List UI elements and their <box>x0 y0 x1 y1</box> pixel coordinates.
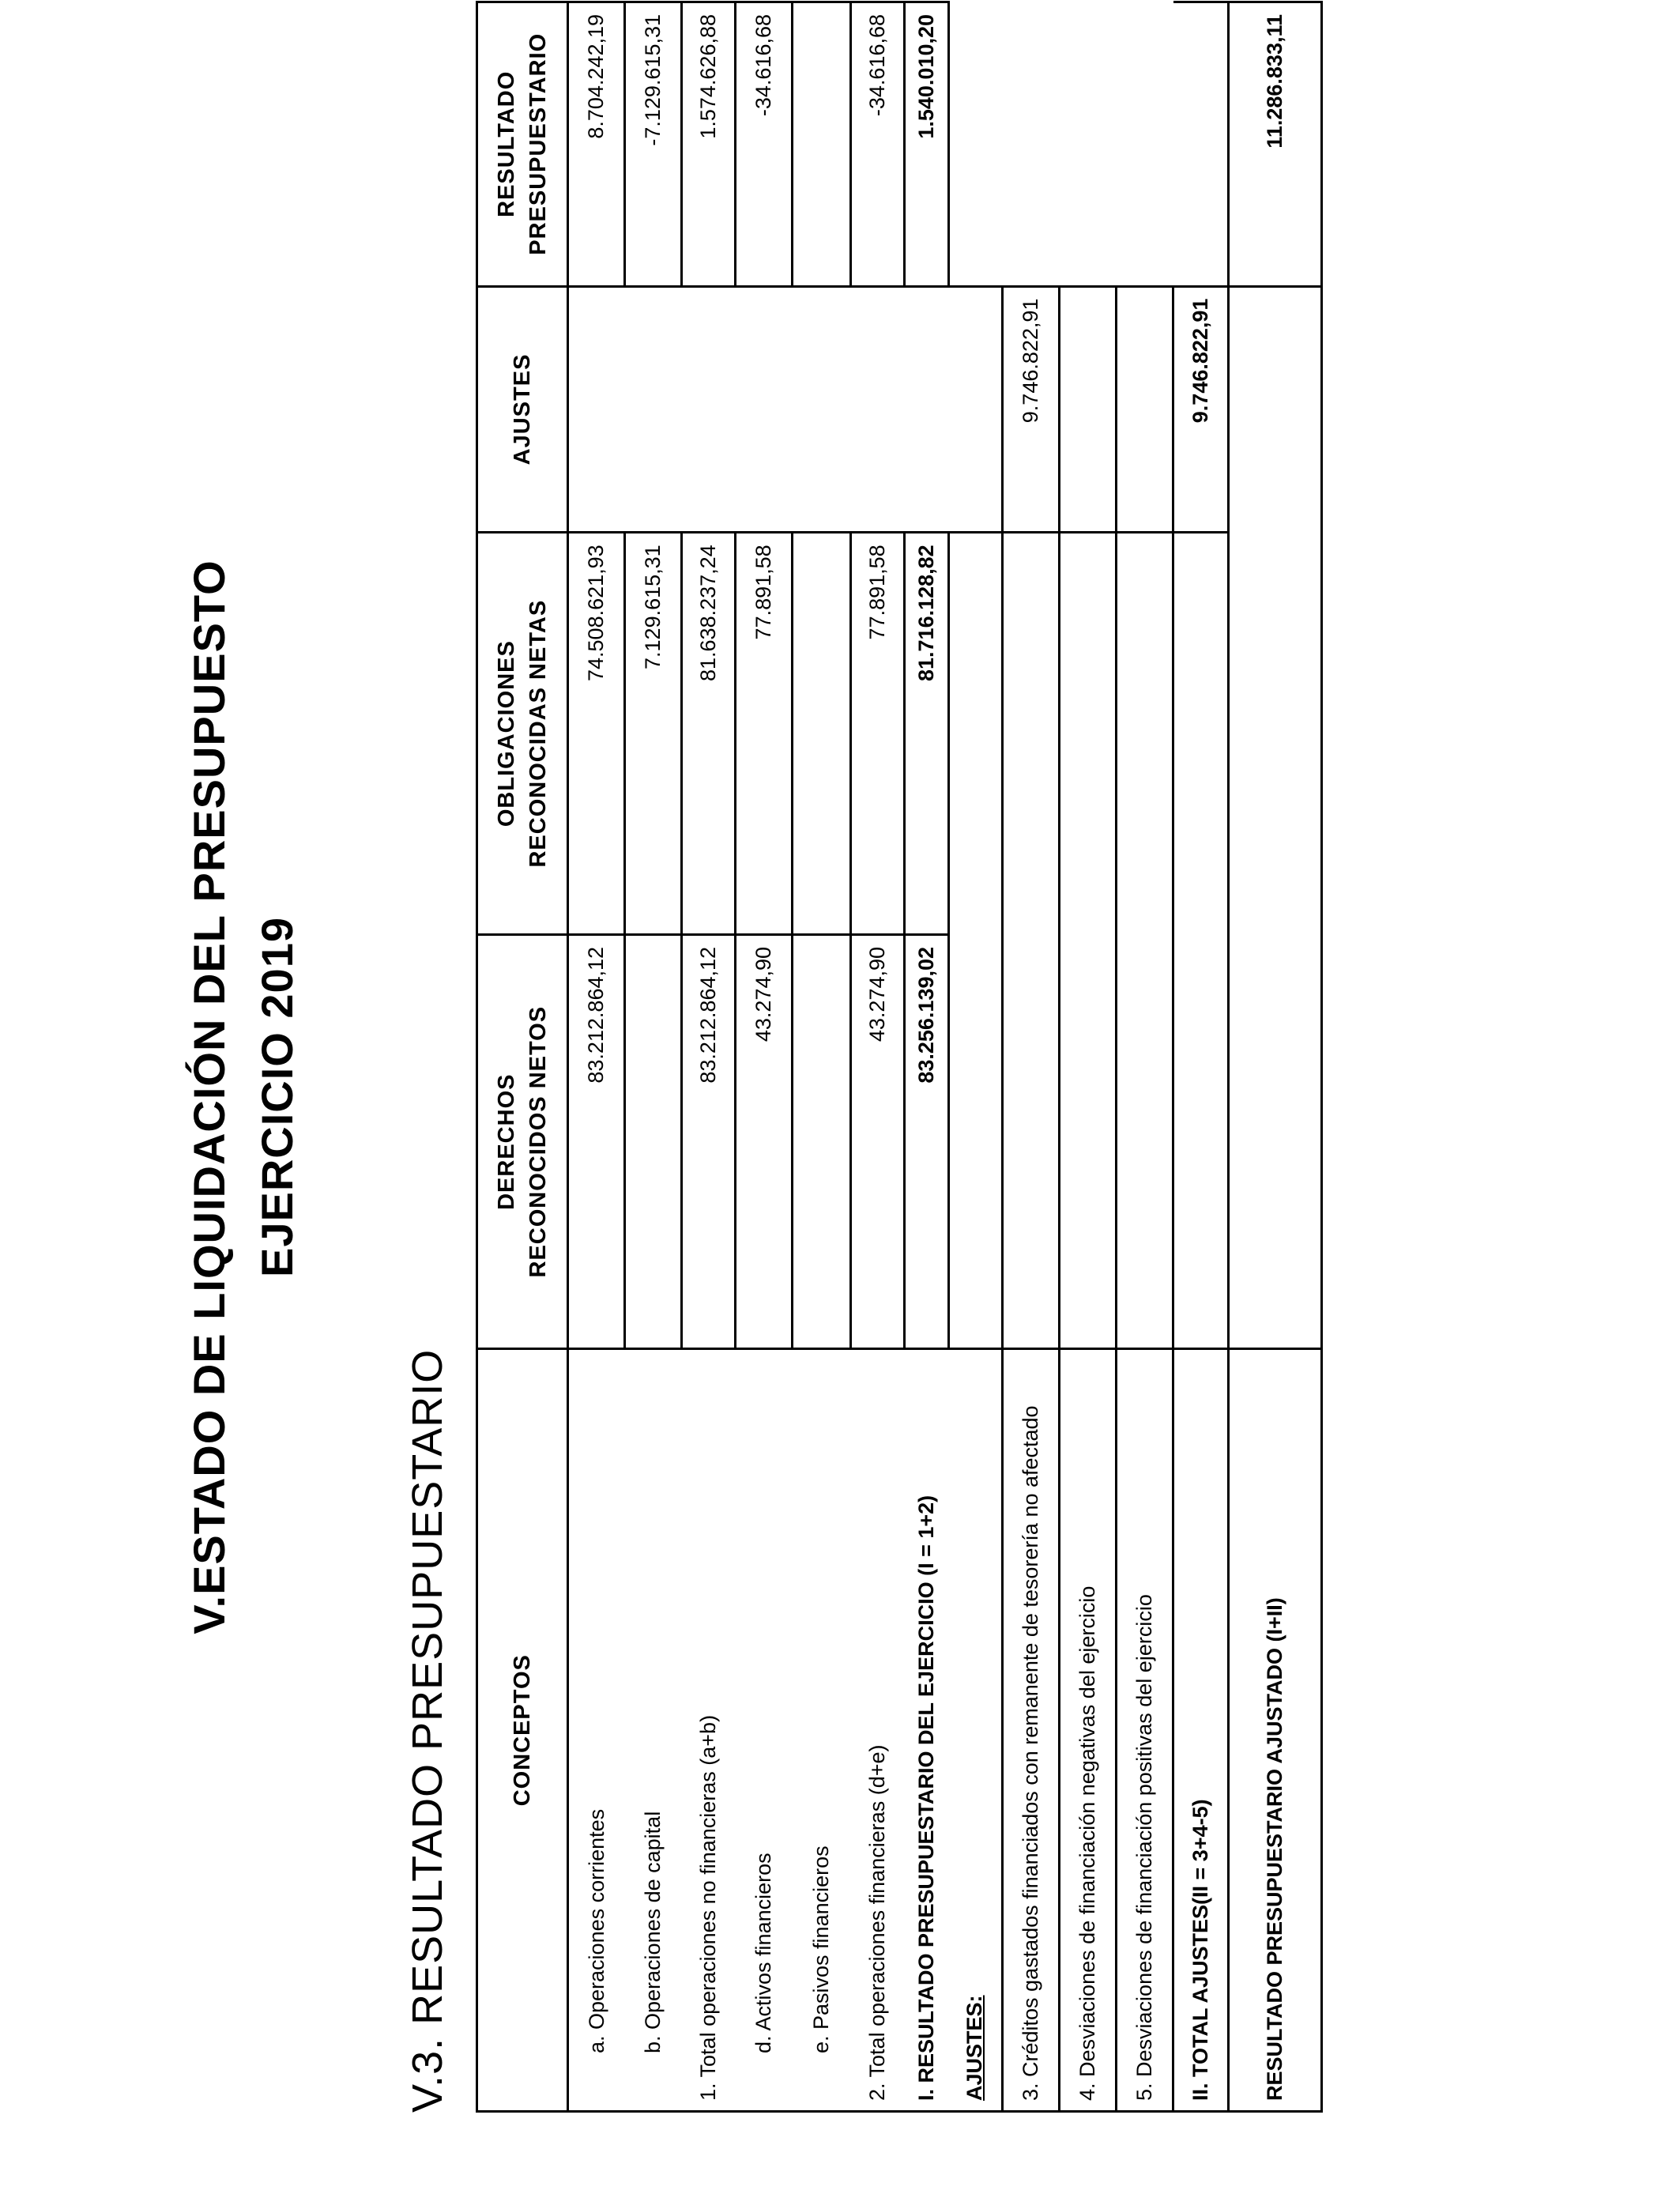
row-obligaciones: 81.716.128,82 <box>905 533 949 935</box>
table-row <box>736 2 793 2112</box>
header-derechos-line2: RECONOCIDOS NETOS <box>525 1005 551 1278</box>
budget-result-table <box>476 1 1323 2113</box>
row-resultado: -34.616,68 <box>736 2 793 287</box>
row-ajustes <box>851 286 905 533</box>
total-ajustes-row <box>1173 2 1229 2112</box>
table-row <box>625 2 682 2112</box>
empty-cell <box>1060 2 1117 287</box>
empty-cell <box>1117 2 1173 287</box>
empty-cell <box>1003 533 1060 935</box>
header-ajustes: AJUSTES <box>477 286 568 533</box>
row-derechos: 83.212.864,12 <box>568 934 625 1348</box>
row-derechos: 83.212.864,12 <box>682 934 736 1348</box>
row-obligaciones: 81.638.237,24 <box>682 533 736 935</box>
row-resultado <box>793 2 851 287</box>
header-resultado <box>477 2 568 287</box>
empty-cell <box>1173 533 1229 935</box>
empty-cell <box>949 2 1003 287</box>
ajustes-label: AJUSTES: <box>962 1995 987 2101</box>
row-ajustes <box>905 286 949 533</box>
row-ajustes <box>793 286 851 533</box>
header-obligaciones-line1: OBLIGACIONES <box>494 640 519 827</box>
section-title: V.3. RESULTADO PRESUPUESTARIO <box>404 1348 451 2113</box>
row-concepto: 2. Total operaciones financieras (d+e) <box>851 1349 905 2112</box>
row-obligaciones: 77.891,58 <box>851 533 905 935</box>
row-concepto: a. Operaciones corrientes <box>568 1349 625 2112</box>
row-resultado: 11.286.833,11 <box>1229 2 1322 287</box>
row-derechos: 83.256.139,02 <box>905 934 949 1348</box>
empty-cell <box>1173 934 1229 1348</box>
empty-cell <box>949 934 1003 1348</box>
table-header-row <box>477 2 568 2112</box>
row-derechos: 43.274,90 <box>736 934 793 1348</box>
row-obligaciones: 74.508.621,93 <box>568 533 625 935</box>
empty-cell <box>1060 533 1117 935</box>
empty-cell <box>1173 2 1229 287</box>
row-concepto: I. RESULTADO PRESUPUESTARIO DEL EJERCICIO (I = 1+2) <box>905 1349 949 2112</box>
row-concepto: 4. Desviaciones de financiación negativas del ejercicio <box>1060 1349 1117 2112</box>
empty-cell <box>1003 2 1060 287</box>
row-concepto: RESULTADO PRESUPUESTARIO AJUSTADO (I+II) <box>1229 1349 1322 2112</box>
table-row <box>851 2 905 2112</box>
row-obligaciones <box>793 533 851 935</box>
table-row-total <box>905 2 949 2112</box>
ajustes-row <box>1003 2 1060 2112</box>
header-derechos-line1: DERECHOS <box>494 1073 519 1210</box>
header-obligaciones <box>477 533 568 935</box>
row-resultado: -7.129.615,31 <box>625 2 682 287</box>
ajustes-row <box>1060 2 1117 2112</box>
row-ajustes <box>1117 286 1173 533</box>
row-ajustes <box>625 286 682 533</box>
document-subtitle-year: EJERCICIO 2019 <box>252 917 302 1277</box>
empty-cell <box>949 533 1003 935</box>
header-resultado-line1: RESULTADO <box>494 70 519 217</box>
row-ajustes <box>1060 286 1117 533</box>
row-resultado: -34.616,68 <box>851 2 905 287</box>
row-derechos <box>793 934 851 1348</box>
row-ajustes <box>736 286 793 533</box>
row-ajustes <box>682 286 736 533</box>
row-concepto: d. Activos financieros <box>736 1349 793 2112</box>
header-resultado-line2: PRESUPUESTARIO <box>525 32 551 255</box>
table-row <box>793 2 851 2112</box>
empty-cell <box>949 286 1003 533</box>
row-resultado: 1.574.626,88 <box>682 2 736 287</box>
row-concepto: b. Operaciones de capital <box>625 1349 682 2112</box>
row-derechos <box>625 934 682 1348</box>
header-conceptos: CONCEPTOS <box>477 1349 568 2112</box>
row-resultado: 8.704.242,19 <box>568 2 625 287</box>
row-concepto: II. TOTAL AJUSTES(II = 3+4-5) <box>1173 1349 1229 2112</box>
row-ajustes <box>568 286 625 533</box>
empty-cell <box>1229 533 1322 935</box>
resultado-ajustado-row <box>1229 2 1322 2112</box>
row-obligaciones: 7.129.615,31 <box>625 533 682 935</box>
row-concepto: 3. Créditos gastados financiados con remanente de tesorería no afectado <box>1003 1349 1060 2112</box>
row-resultado: 1.540.010,20 <box>905 2 949 287</box>
empty-cell <box>1117 934 1173 1348</box>
document-title: V.ESTADO DE LIQUIDACIÓN DEL PRESUPUESTO <box>184 560 234 1634</box>
ajustes-label-cell <box>949 1349 1003 2112</box>
row-concepto: 5. Desviaciones de financiación positivas del ejercicio <box>1117 1349 1173 2112</box>
row-derechos: 43.274,90 <box>851 934 905 1348</box>
ajustes-row <box>1117 2 1173 2112</box>
row-ajustes: 9.746.822,91 <box>1173 286 1229 533</box>
row-ajustes: 9.746.822,91 <box>1003 286 1060 533</box>
header-obligaciones-line2: RECONOCIDAS NETAS <box>525 599 551 868</box>
header-derechos <box>477 934 568 1348</box>
empty-cell <box>1229 286 1322 533</box>
empty-cell <box>1117 533 1173 935</box>
empty-cell <box>1003 934 1060 1348</box>
ajustes-label-row <box>949 2 1003 2112</box>
table-row <box>682 2 736 2112</box>
empty-cell <box>1229 934 1322 1348</box>
table-row <box>568 2 625 2112</box>
empty-cell <box>1060 934 1117 1348</box>
row-concepto: 1. Total operaciones no financieras (a+b) <box>682 1349 736 2112</box>
row-obligaciones: 77.891,58 <box>736 533 793 935</box>
row-concepto: e. Pasivos financieros <box>793 1349 851 2112</box>
